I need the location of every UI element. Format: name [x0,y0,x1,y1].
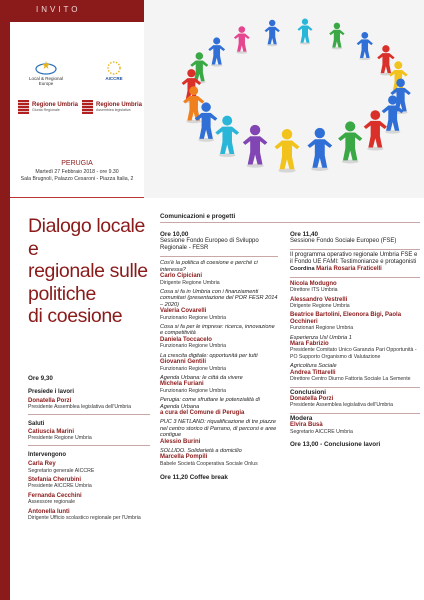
talk-topic: Cos'è la politica di coesione e perché ci interessa? [160,260,258,273]
person-role: Presidente Comitato Unico Garanzia Pari Opportunità - PO Supporto Organismo di Valutazione [290,347,417,360]
talk-topic: SOLLIDO. Solidarietà a domicilio [160,447,242,454]
person-name: Mara Fabrizio [290,341,329,348]
person-role: Funzionari Regione Umbria [290,325,354,332]
event-info [10,160,144,182]
talk-topic: Cosa si fa per le imprese: ricerca, innovazione e competitività [160,324,275,337]
local-regional-europe-logo [18,60,74,86]
person-figure [234,26,250,53]
title-line: e [28,237,39,260]
person-figure [338,121,362,163]
talk-role: Funzionario Regione Umbria [160,387,227,394]
conclusioni-label: Conclusioni [290,388,327,396]
session-time: Ore 11,40 [290,231,319,238]
divider [290,249,420,250]
talk-speaker: Marcella Pompili [160,454,208,461]
speaker-name: Fernanda Cecchini [28,492,82,499]
presiede-role: Presidente Assemblea legislativa dell'Umbria [28,404,132,411]
speaker-name: Antonella Iunti [28,508,70,515]
people-circle-photo [144,0,424,198]
person-figure [243,125,268,168]
person [290,312,420,331]
header-divider [10,197,144,198]
divider [28,445,150,446]
aiccre-stars-icon [101,60,127,76]
coordinator [290,266,420,272]
person-role: Direttore ITS Umbria [290,287,338,294]
aiccre-logo [86,60,142,81]
modera-role: Segretario AICCRE Umbria [290,428,353,435]
coord-label: Coordina [290,266,315,273]
speaker [28,477,150,490]
talk-role: Funzionario Regione Umbria [160,343,227,350]
fse-intro: Il programma operativo regionale Umbria FSE e il Fondo UE FAMI: Testimonianze e protagonisti [290,252,418,266]
person-figure [275,129,300,173]
person [290,297,420,310]
event-title [28,215,148,328]
person [290,281,420,294]
divider [290,277,420,278]
program-heading: Comunicazioni e progetti [160,213,420,223]
person-name: Nicola Modugno [290,280,337,287]
umbria-crest-icon [18,100,29,114]
talk-role: Babele Società Cooperativa Sociale Onlus [160,460,258,467]
conclusioni-name: Donatella Porzi [290,395,334,402]
event-date: Martedì 27 Febbraio 2018 - ore 9.30 [35,169,119,175]
person-figure [307,128,332,171]
title-line: politiche [28,282,96,305]
invito-label: INVITO [36,5,81,14]
opening-time: Ore 9,30 [28,375,53,382]
intervengono-label: Intervengono [28,451,67,458]
person-figure [215,116,239,157]
talk-speaker: Daniela Toccacelo [160,336,212,343]
person-name: Beatrice Bartolini, Eleonora Bigi, Paola Occhineri [290,312,402,325]
figures-circle-illustration [144,0,424,198]
speaker [28,509,150,522]
person-role: Direttore Centro Diurno Fattoria Sociale La Semente [290,376,411,383]
speaker-role: Presidente AICCRE Umbria [28,483,92,490]
title-line: Dialogo locale [28,215,145,237]
coord-name: Maria Rosaria Fraticelli [316,266,382,273]
fesr-session-column [160,232,278,482]
talk [160,419,278,445]
talk-role: Dirigente Regione Umbria [160,279,220,286]
left-accent-bar [0,0,10,600]
person-figure [357,32,373,60]
person-figure [377,45,394,75]
person-figure [364,110,387,150]
person-name: Alessandro Vestrelli [290,296,348,303]
title-line: di coesione [28,305,123,327]
logos-area [18,60,142,114]
speaker-role: Segretario generale AICCRE [28,467,95,474]
presiede-name: Donatella Porzi [28,397,72,404]
speaker-role: Assessore regionale [28,499,76,506]
person [290,363,420,382]
umbria-crest-icon [82,100,93,114]
speaker [28,493,150,506]
presiede-label: Presiede i lavori [28,389,75,396]
talk [160,260,278,286]
person [290,335,420,361]
person-topic: Esperienza Usl Umbria 1 [290,334,352,341]
region2-name: Regione Umbria [95,102,142,108]
talk-role: Funzionario Regione Umbria [160,365,227,372]
coffee-break: Ore 11,20 Coffee break [160,474,228,482]
talk [160,289,278,321]
saluti-name: Catiuscia Marini [28,429,75,436]
aiccre-text: AICCRE [105,76,123,81]
talk-topic: La crescita digitale: opportunità per tutti [160,352,258,359]
saluti-role: Presidente Regione Umbria [28,435,92,442]
talk-speaker: Valeria Covarelli [160,308,207,315]
talk [160,353,278,372]
logo-line-2: Europe [38,81,54,86]
program-header [160,213,420,223]
modera-name: Elvira Busà [290,422,323,429]
person-topic: Agricoltura Sociale [290,363,337,370]
talk [160,448,278,467]
talk-topic: Cosa si fa in Umbria con i finanziamenti comunitari (presentazione del POR FESR 2014 – 2020) [160,289,278,308]
closing-time: Ore 13,00 - Conclusione lavori [290,440,381,448]
header-band [0,0,144,22]
opening-session [28,376,150,522]
talk-topic: Perugia: come sfruttare le potenzialità di Agenda Urbana [160,397,260,410]
person-figure [208,37,225,66]
event-city: PERUGIA [61,160,93,167]
talk-speaker: a cura del Comune di Perugia [160,409,245,416]
logo-line-1: Local & Regional [28,76,64,81]
region1-name: Regione Umbria [32,102,79,108]
session-title: Sessione Fondo Europeo di Sviluppo Regionale - FESR [160,238,259,252]
speaker-role: Dirigente Ufficio scolastico regionale per l'Umbria [28,515,141,522]
speaker [28,461,150,474]
stars-logo-icon [33,60,59,76]
saluti-label: Saluti [28,420,45,427]
region1-sub: Giunta Regionale [32,108,60,112]
talk-topic: PUC 3 NETLAND: riqualificazione di tre piazze nel centro storico di Parrano, di percorsi e aree contigue [160,419,277,439]
conclusioni-role: Presidente Assemblea legislativa dell'Umbria [290,402,394,409]
talk-speaker: Michela Furiani [160,381,204,388]
regione-umbria-giunta-logo [18,100,78,114]
fse-session-column [290,232,420,448]
divider [290,413,420,414]
talk-speaker: Alessio Burini [160,438,201,445]
session-time: Ore 10,00 [160,231,189,238]
divider [28,414,150,415]
talk [160,324,278,350]
speaker-name: Carla Rey [28,461,56,468]
title-line: regionale sulle [28,260,148,282]
event-venue: Sala Brugnoli, Palazzo Cesaroni - Piazza Italia, 2 [20,176,134,182]
session-title: Sessione Fondo Sociale Europeo (FSE) [290,238,397,245]
regione-umbria-assemblea-logo [82,100,142,114]
person-figure [329,23,344,50]
talk [160,397,278,416]
talk-topic: Agenda Urbana: le città da vivere [160,374,243,381]
talk [160,375,278,394]
divider [160,256,278,257]
person-figure [265,20,280,46]
person-role: Dirigente Regione Umbria [290,303,350,310]
divider [290,387,420,388]
talk-speaker: Carlo Cipiciani [160,273,203,280]
person-figure [298,19,313,45]
speaker-name: Stefania Cherubini [28,477,82,484]
region2-sub: Assemblea legislativa [95,108,131,112]
modera-label: Modera [290,414,313,422]
talk-role: Funzionario Regione Umbria [160,314,227,321]
talk-speaker: Giovanni Gentili [160,359,207,366]
person-name: Andrea Tittarelli [290,369,336,376]
